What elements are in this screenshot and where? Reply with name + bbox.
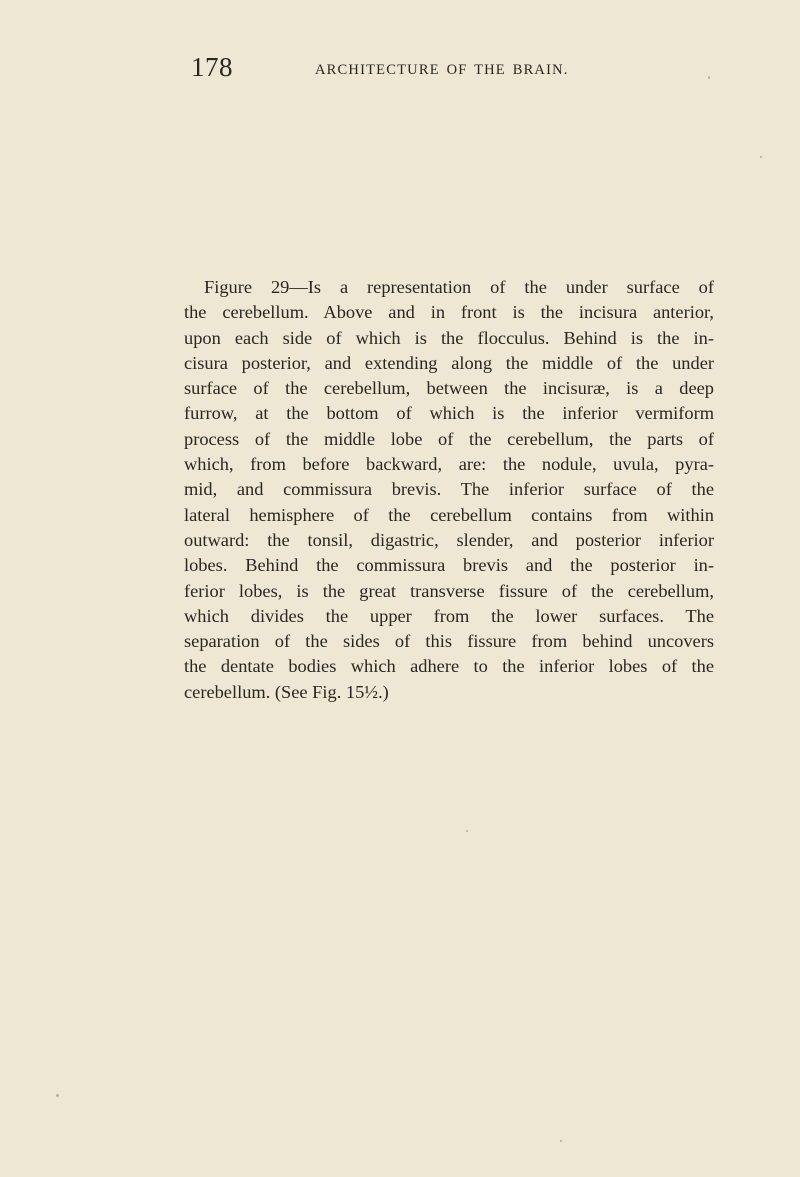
text-line: cerebellum. (See Fig. 15½.)	[184, 681, 389, 702]
text-line: lobes. Behind the commissura brevis and the posterior in-	[184, 555, 714, 576]
text-line: upon each side of which is the flocculus. Behind is the in-	[184, 327, 714, 348]
text-line: the cerebellum. Above and in front is the incisura anterior,	[184, 302, 714, 323]
text-line: cisura posterior, and extending along the middle of the under	[184, 352, 714, 373]
text-line: furrow, at the bottom of which is the inferior vermiform	[184, 403, 714, 424]
paper-speck	[708, 76, 710, 79]
text-line: process of the middle lobe of the cerebellum, the parts of	[184, 428, 714, 449]
text-line: surface of the cerebellum, between the incisuræ, is a deep	[184, 378, 714, 399]
text-line: which, from before backward, are: the nodule, uvula, pyra-	[184, 454, 714, 475]
running-head: ARCHITECTURE OF THE BRAIN.	[315, 62, 569, 78]
text-line: the dentate bodies which adhere to the inferior lobes of the	[184, 656, 714, 677]
paper-speck	[466, 830, 468, 832]
text-line: which divides the upper from the lower surfaces. The	[184, 605, 714, 626]
text-line: mid, and commissura brevis. The inferior surface of the	[184, 479, 714, 500]
body-paragraph	[184, 275, 714, 705]
text-line: ferior lobes, is the great transverse fissure of the cerebellum,	[184, 580, 714, 601]
page-header	[191, 52, 611, 88]
text-line: outward: the tonsil, digastric, slender, and posterior inferior	[184, 529, 714, 550]
text-line: separation of the sides of this fissure from behind uncovers	[184, 631, 714, 652]
paper-speck	[760, 156, 762, 158]
page-number: 178	[191, 52, 233, 82]
paper-speck	[560, 1140, 562, 1142]
text-line: Figure 29—Is a representation of the under surface of	[204, 277, 714, 297]
text-line: lateral hemisphere of the cerebellum contains from within	[184, 504, 714, 525]
paper-speck	[56, 1094, 59, 1097]
